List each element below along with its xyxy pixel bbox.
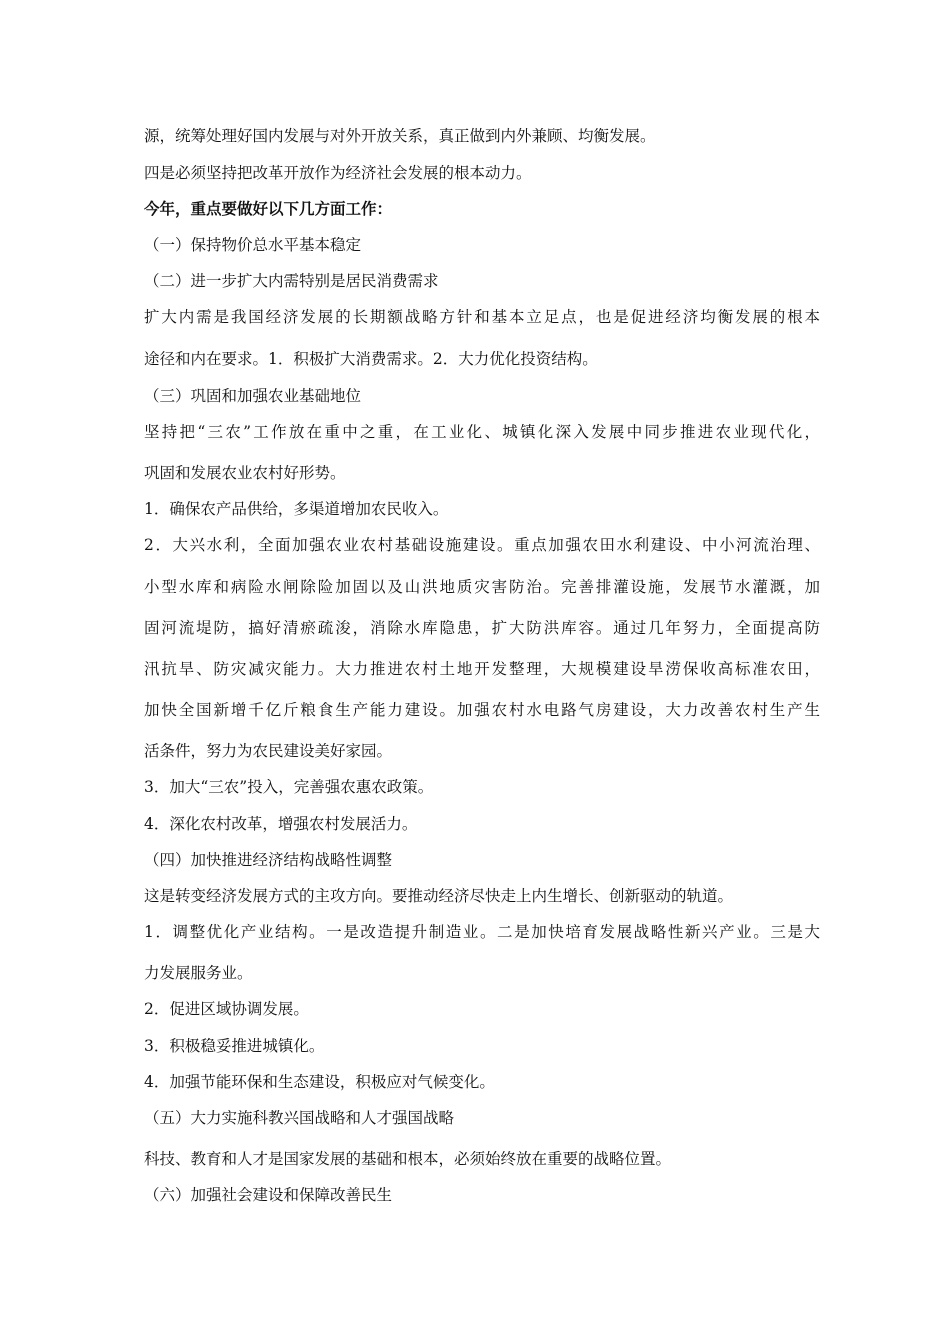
text-line: 小型水库和病险水闸除险加固以及山洪地质灾害防治。完善排灌设施，发展节水灌溉，加 xyxy=(144,578,820,596)
subsection-heading: （三）巩固和加强农业基础地位 xyxy=(144,387,362,405)
subsection-heading: （六）加强社会建设和保障改善民生 xyxy=(144,1186,393,1204)
list-item: 1．调整优化产业结构。一是改造提升制造业。二是加快培育发展战略性新兴产业。三是大 xyxy=(144,923,820,941)
text-line: 加快全国新增千亿斤粮食生产能力建设。加强农村水电路气房建设，大力改善农村生产生 xyxy=(144,701,820,719)
text-line: 途径和内在要求。1．积极扩大消费需求。2．大力优化投资结构。 xyxy=(144,350,598,368)
list-item: 3．加大“三农”投入，完善强农惠农政策。 xyxy=(144,778,434,796)
text-line: 巩固和发展农业农村好形势。 xyxy=(144,464,346,482)
text-line: 四是必须坚持把改革开放作为经济社会发展的根本动力。 xyxy=(144,164,532,182)
subsection-heading: （四）加快推进经济结构战略性调整 xyxy=(144,851,393,869)
list-item: 4．加强节能环保和生态建设，积极应对气候变化。 xyxy=(144,1073,495,1091)
text-line: 汛抗旱、防灾减灾能力。大力推进农村土地开发整理，大规模建设旱涝保收高标准农田， xyxy=(144,660,820,678)
list-item: 2．促进区域协调发展。 xyxy=(144,1000,309,1018)
list-item: 4．深化农村改革，增强农村发展活力。 xyxy=(144,815,418,833)
text-line: 固河流堤防，搞好清瘀疏浚，消除水库隐患，扩大防洪库容。通过几年努力，全面提高防 xyxy=(144,619,820,637)
section-heading: 今年，重点要做好以下几方面工作： xyxy=(144,200,393,218)
text-line: 扩大内需是我国经济发展的长期额战略方针和基本立足点，也是促进经济均衡发展的根本 xyxy=(144,308,820,326)
list-item: 2．大兴水利，全面加强农业农村基础设施建设。重点加强农田水利建设、中小河流治理、 xyxy=(144,536,820,554)
list-item: 3．积极稳妥推进城镇化。 xyxy=(144,1037,325,1055)
subsection-heading: （二）进一步扩大内需特别是居民消费需求 xyxy=(144,272,439,290)
text-line: 力发展服务业。 xyxy=(144,964,253,982)
text-line: 活条件，努力为农民建设美好家园。 xyxy=(144,742,393,760)
list-item: 1．确保农产品供给，多渠道增加农民收入。 xyxy=(144,500,449,518)
text-line: 坚持把“三农”工作放在重中之重，在工业化、城镇化深入发展中同步推进农业现代化， xyxy=(144,423,820,441)
subsection-heading: （一）保持物价总水平基本稳定 xyxy=(144,236,362,254)
text-line: 这是转变经济发展方式的主攻方向。要推动经济尽快走上内生增长、创新驱动的轨道。 xyxy=(144,887,734,905)
text-line: 科技、教育和人才是国家发展的基础和根本，必须始终放在重要的战略位置。 xyxy=(144,1150,672,1168)
subsection-heading: （五）大力实施科教兴国战略和人才强国战略 xyxy=(144,1109,455,1127)
text-line: 源，统筹处理好国内发展与对外开放关系，真正做到内外兼顾、均衡发展。 xyxy=(144,127,656,145)
